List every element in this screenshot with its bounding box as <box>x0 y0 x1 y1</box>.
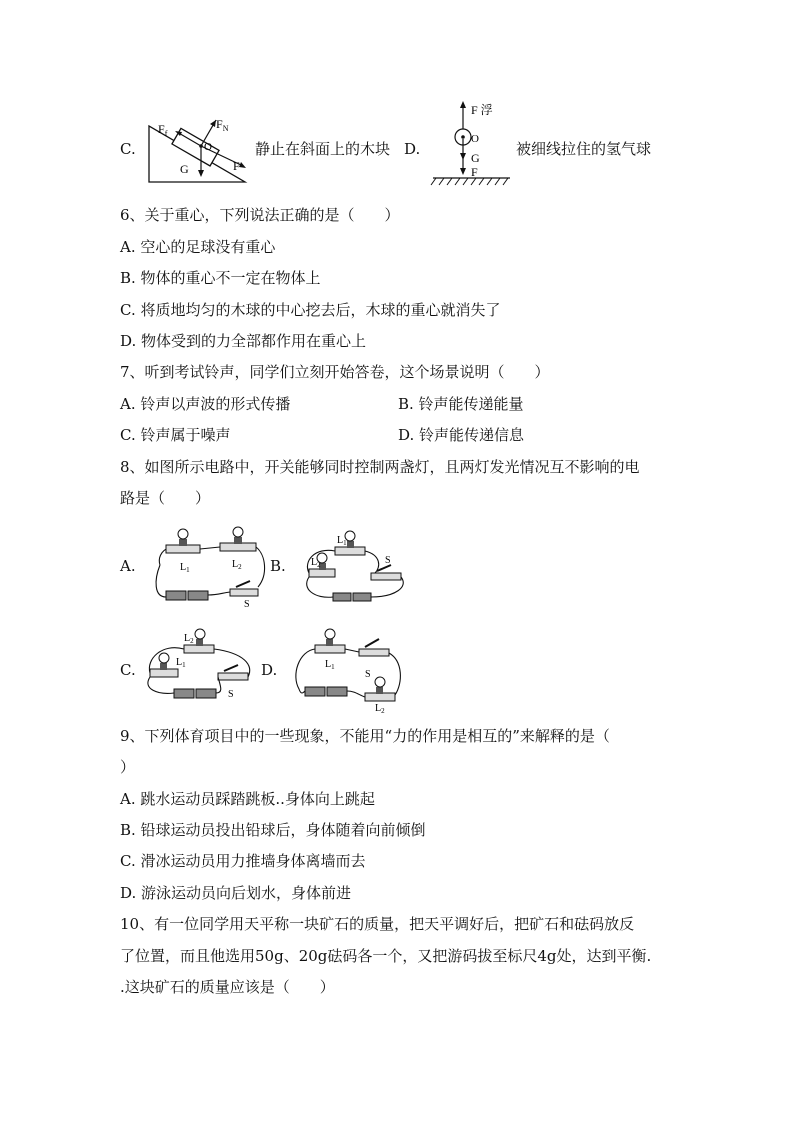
lamp-l1-label: $L_1$ <box>176 657 186 669</box>
circuit-diagram-a <box>150 525 268 615</box>
lamp-l1-label: $L_1$ <box>325 659 335 671</box>
lamp-l2-label: $L_2$ <box>184 633 194 645</box>
q6-option-b: B. 物体的重心不一定在物体上 <box>120 269 321 287</box>
q5-option-d-label: D. <box>404 140 421 158</box>
q10-stem-line2: 了位置，而且他选用50g、20g砝码各一个，又把游码拔至标尺4g处，达到平衡. <box>120 947 652 965</box>
q5-option-c-label: C. <box>120 140 136 158</box>
buoyancy-label: F 浮 <box>471 103 493 117</box>
q9-option-b: B. 铅球运动员投出铅球后，身体随着向前倾倒 <box>120 821 426 839</box>
q7-stem: 7、听到考试铃声，同学们立刻开始答卷，这个场景说明（ ） <box>120 363 550 381</box>
q8-option-c-label: C. <box>120 661 136 679</box>
lamp-l2-label: $L_2$ <box>232 559 242 571</box>
friction-force-label: $F_f$ <box>158 122 168 138</box>
q9-stem-line2: ） <box>120 758 136 776</box>
switch-label: S <box>365 669 371 680</box>
balloon-center-label: O <box>471 133 479 145</box>
q6-option-c: C. 将质地均匀的木球的中心挖去后，木球的重心就消失了 <box>120 301 501 319</box>
lamp-l2-label: $L_2$ <box>311 557 321 569</box>
q5-option-c-caption: 静止在斜面上的木块 <box>255 140 391 158</box>
switch-label: S <box>228 689 234 700</box>
q5-option-d-caption: 被细线拉住的氢气球 <box>516 140 652 158</box>
q9-option-a: A. 跳水运动员踩踏跳板..身体向上跳起 <box>120 790 375 808</box>
balloon-gravity-label: G <box>471 151 480 165</box>
normal-force-label: $F_N$ <box>216 117 229 133</box>
lamp-l2-label: $L_2$ <box>375 703 385 715</box>
q9-option-d: D. 游泳运动员向后划水，身体前进 <box>120 884 352 902</box>
incline-block-force-diagram <box>145 108 250 186</box>
switch-label: S <box>385 555 391 566</box>
q8-option-b-label: B. <box>270 557 286 575</box>
balloon-force-diagram <box>428 98 518 190</box>
circuit-diagram-b <box>295 525 413 610</box>
q10-stem-line1: 10、有一位同学用天平称一块矿石的质量，把天平调好后，把矿石和砝码放反 <box>120 915 635 933</box>
q7-option-a: A. 铃声以声波的形式传播 <box>120 395 291 413</box>
q8-stem-line2: 路是（ ） <box>120 489 211 507</box>
circuit-diagram-c <box>140 625 258 705</box>
q9-option-c: C. 滑冰运动员用力推墙身体离墙而去 <box>120 852 366 870</box>
tension-label: F <box>471 165 478 179</box>
q8-option-a-label: A. <box>120 557 136 575</box>
circuit-diagram-d <box>285 625 403 715</box>
gravity-label: G <box>180 162 189 176</box>
q8-option-d-label: D. <box>261 661 278 679</box>
q7-option-b: B. 铃声能传递能量 <box>398 395 524 413</box>
q7-option-d: D. 铃声能传递信息 <box>398 426 525 444</box>
force-f-label: F <box>233 159 240 173</box>
center-point-label: O <box>204 141 212 153</box>
q8-stem-line1: 8、如图所示电路中，开关能够同时控制两盏灯，且两灯发光情况互不影响的电 <box>120 458 640 476</box>
q7-option-c: C. 铃声属于噪声 <box>120 426 231 444</box>
q6-stem: 6、关于重心，下列说法正确的是（ ） <box>120 206 400 224</box>
q6-option-a: A. 空心的足球没有重心 <box>120 238 276 256</box>
q10-stem-line3: .这块矿石的质量应该是（ ） <box>120 978 335 996</box>
switch-label: S <box>244 599 250 610</box>
lamp-l1-label: $L_1$ <box>337 535 347 547</box>
q6-option-d: D. 物体受到的力全部都作用在重心上 <box>120 332 367 350</box>
q9-stem-line1: 9、下列体育项目中的一些现象，不能用“力的作用是相互的”来解释的是（ <box>120 727 610 745</box>
lamp-l1-label: $L_1$ <box>180 562 190 574</box>
